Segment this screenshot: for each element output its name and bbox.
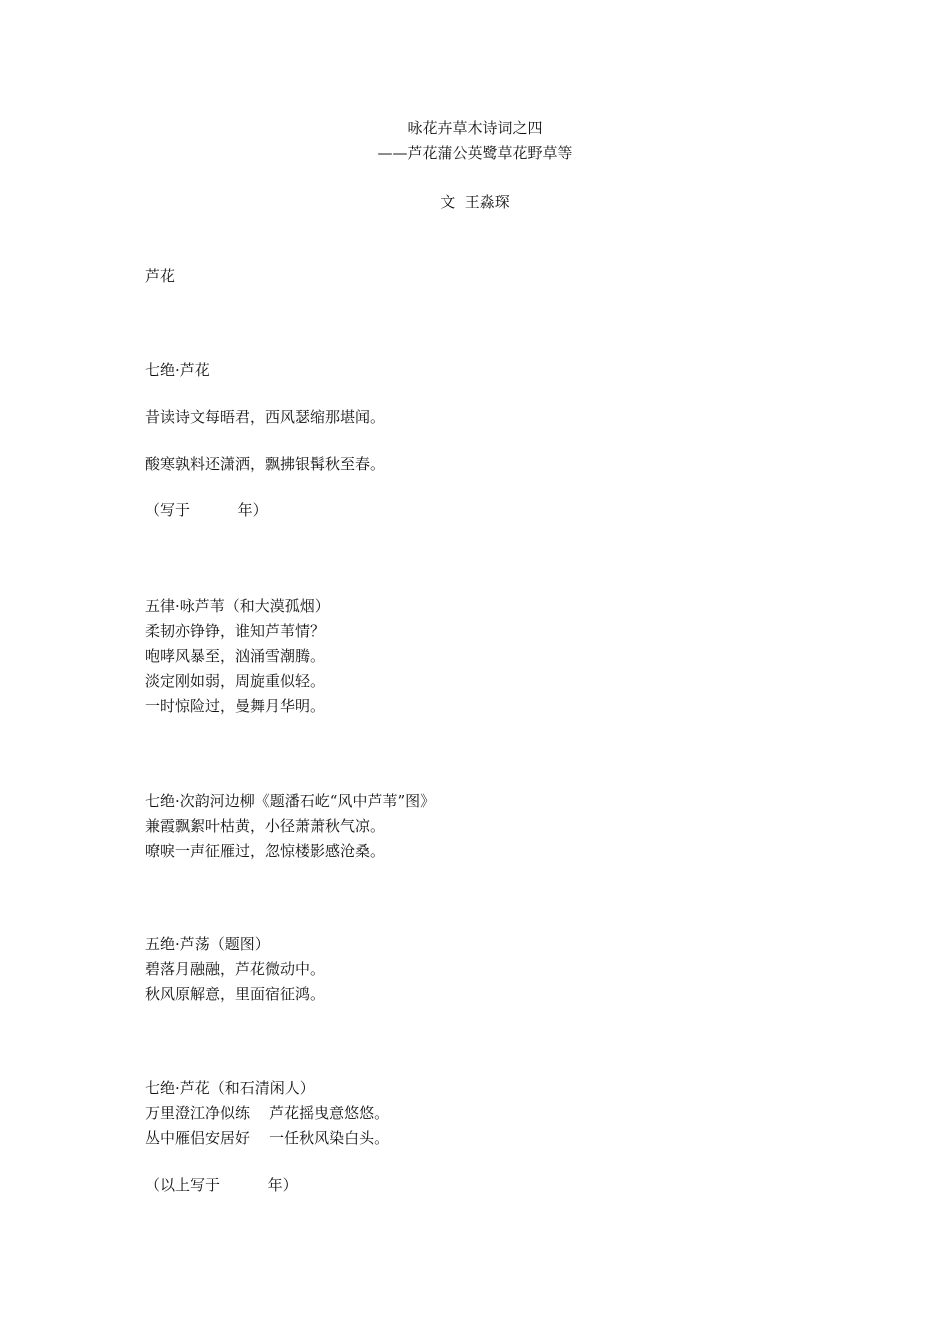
poem-title: 五绝·芦荡（题图） xyxy=(145,935,270,953)
date-note: （写于 年） xyxy=(145,501,268,519)
poem-title: 七绝·次韵河边柳《题潘石屹“风中芦苇”图》 xyxy=(145,792,436,810)
poem-line: 咆哮风暴至，汹涌雪潮腾。 xyxy=(145,647,326,665)
poem-line: 一时惊险过，曼舞月华明。 xyxy=(145,697,326,715)
poem-line: 万里澄江净似练 芦花摇曳意悠悠。 xyxy=(145,1104,390,1122)
poem-line: 淡定刚如弱，周旋重似轻。 xyxy=(145,672,326,690)
poem-title: 五律·咏芦苇（和大漠孤烟） xyxy=(145,597,330,615)
poem-line: 嘹唳一声征雁过，忽惊楼影感沧桑。 xyxy=(145,842,386,860)
date-note: （以上写于 年） xyxy=(145,1176,298,1194)
poem-line: 柔韧亦铮铮，谁知芦苇情？ xyxy=(145,622,326,640)
poem-line: 丛中雁侣安居好 一任秋风染白头。 xyxy=(145,1129,390,1147)
section-heading: 芦花 xyxy=(145,267,176,285)
poem-line: 兼霞飘絮叶枯黄，小径萧萧秋气凉。 xyxy=(145,817,386,835)
document-subtitle: ——芦花蒲公英鹭草花野草等 xyxy=(377,144,573,162)
poem-line: 酸寒孰料还潇洒，飘拂银髯秋至春。 xyxy=(145,455,386,473)
author-line: 文 王淼琛 xyxy=(440,193,510,211)
poem-title: 七绝·芦花 xyxy=(145,361,210,379)
document-title: 咏花卉草木诗词之四 xyxy=(407,119,543,137)
poem-line: 碧落月融融，芦花微动中。 xyxy=(145,960,326,978)
poem-line: 昔读诗文每晤君，西风瑟缩那堪闻。 xyxy=(145,408,386,426)
poem-line: 秋风原解意，里面宿征鸿。 xyxy=(145,985,326,1003)
poem-title: 七绝·芦花（和石清闲人） xyxy=(145,1079,315,1097)
